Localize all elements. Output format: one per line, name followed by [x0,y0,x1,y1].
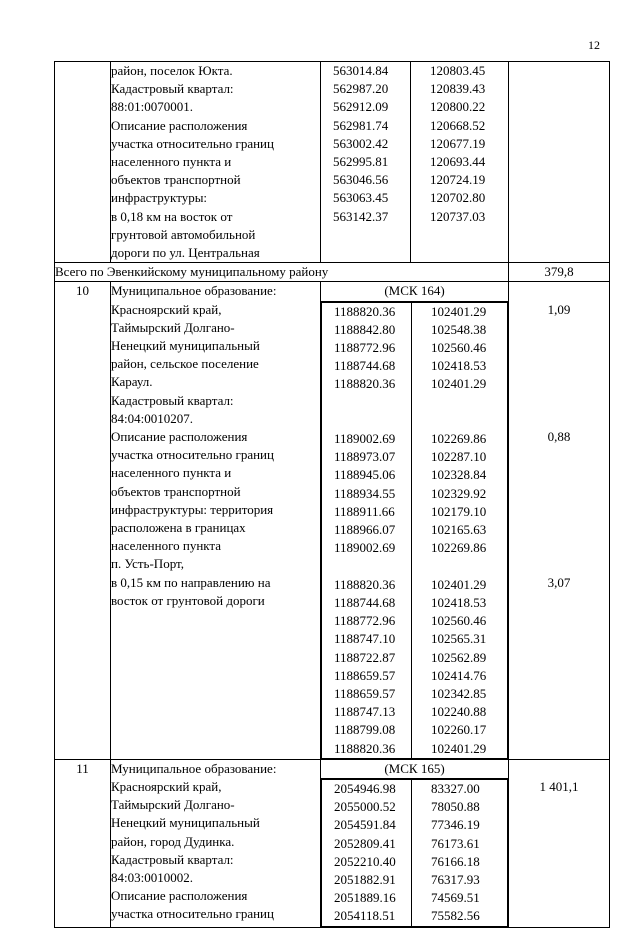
row-number: 10 [55,282,111,759]
area-value: 0,88 [547,429,571,445]
area-value: 1,09 [547,301,571,317]
x-coordinate: 1188820.36 [334,576,396,592]
description-line: участка относительно границ [111,135,274,151]
x-coordinate: 1188799.08 [334,722,396,738]
x-coordinate: 1188747.13 [334,704,396,720]
description-line: район, сельское поселение [111,356,259,372]
y-coordinate: 102165.63 [431,522,487,538]
row-number-cell [55,62,111,263]
x-coordinate: 1188945.06 [334,467,396,483]
area-cell [509,282,610,759]
area-value [509,319,609,337]
y-coordinate: 120839.43 [430,81,486,97]
description-line: Кадастровый квартал: [111,851,234,867]
description-line: Таймырский Долгано- [111,797,235,813]
description-line: Муниципальное образование: [111,283,277,299]
x-coordinate: 2051889.16 [334,890,396,906]
area-value [509,519,609,537]
y-coordinates-list [412,779,508,926]
description-line: инфраструктуры: [111,190,208,206]
x-coordinate: 1189002.69 [334,431,396,447]
y-coordinate: 120737.03 [430,208,486,224]
y-coordinate: 102562.89 [431,649,487,665]
y-coordinate: 102342.85 [431,685,487,701]
description-line: объектов транспортной [111,483,241,499]
y-coordinate: 102401.29 [431,576,487,592]
description-line: район, поселок Юкта. [111,63,233,78]
y-coordinate: 120803.45 [430,63,486,78]
y-coordinate: 76173.61 [431,835,480,851]
area-value [509,446,609,464]
x-coordinate: 1188911.66 [334,503,395,519]
x-coordinate: 2054591.84 [334,817,396,833]
description-line: Красноярский край, [111,778,222,794]
x-coordinates-cell [321,62,411,263]
x-coordinate: 1188772.96 [334,340,396,356]
description-line: расположена в границах [111,520,246,536]
area-value [509,537,609,555]
x-coordinate: 1188820.36 [334,303,396,319]
y-coordinate: 120677.19 [430,135,486,151]
land-plots-table [54,61,610,928]
x-coordinate: 563014.84 [333,63,389,78]
description-line: Кадастровый квартал: [111,392,234,408]
area-value [509,392,609,410]
district-total-label: Всего по Эвенкийскому муниципальному району [55,263,509,282]
coordinate-system-label: (МСК 165) [321,760,508,779]
y-coordinate: 102565.31 [431,631,487,647]
description-cell [111,759,321,927]
x-coordinate: 563142.37 [333,208,389,224]
area-cell [509,759,610,927]
y-coordinate: 75582.56 [431,908,480,924]
x-coordinate: 1188934.55 [334,485,396,501]
x-coordinate [322,557,411,575]
description-line: 84:03:0010002. [111,869,193,885]
y-coordinate: 102328.84 [431,467,487,483]
coordinates-subtable [321,302,508,759]
description-line: п. Усть-Порт, [111,556,184,572]
x-coordinate: 2055000.52 [334,799,396,815]
x-coordinate: 563002.42 [333,135,389,151]
y-coordinate: 102418.53 [431,594,487,610]
table-row-continued [55,62,610,263]
description-line: Караул. [111,374,153,390]
y-coordinate: 102240.88 [431,704,487,720]
x-coordinate: 2051882.91 [334,871,396,887]
x-coordinate: 562995.81 [333,154,389,170]
y-coordinate [412,557,507,575]
x-coordinate: 2052809.41 [334,835,396,851]
y-coordinate [412,394,507,412]
coordinates-subtable [321,779,508,927]
description-line: Описание расположения [111,429,248,445]
y-coordinate: 102401.29 [431,303,487,319]
y-coordinate: 83327.00 [431,780,480,796]
area-value [509,501,609,519]
x-coordinate: 1188820.36 [334,376,396,392]
x-coordinate: 2054118.51 [334,908,396,924]
x-coordinate: 562912.09 [333,99,389,115]
table-row-11 [55,759,610,927]
area-value [509,555,609,573]
y-coordinate: 102329.92 [431,485,487,501]
y-coordinate: 74569.51 [431,890,480,906]
x-coordinate: 1188966.07 [334,522,396,538]
y-coordinate: 102269.86 [431,431,487,447]
y-coordinate: 76166.18 [431,853,480,869]
description-line: 84:04:0010207. [111,410,193,426]
y-coordinate [412,412,507,430]
y-coordinate: 77346.19 [431,817,480,833]
description-line: инфраструктуры: территория [111,501,274,517]
area-value: 1 401,1 [539,778,579,794]
x-coordinate: 562987.20 [333,81,389,97]
x-coordinate: 1188820.36 [334,740,396,756]
description-line: Описание расположения [111,117,248,133]
area-value: 3,07 [547,574,571,590]
coordinates-cell [321,759,509,927]
description-line: Таймырский Долгано- [111,319,235,335]
x-coordinate [322,412,411,430]
x-coordinate: 1188744.68 [334,594,396,610]
y-coordinate: 102418.53 [431,358,487,374]
area-value [509,410,609,428]
y-coordinate: 120668.52 [430,117,486,133]
description-line: населенного пункта и [111,465,232,481]
x-coordinate: 1188747.10 [334,631,396,647]
x-coordinates-list [322,302,412,758]
x-coordinate: 562981.74 [333,117,389,133]
x-coordinate: 1188772.96 [334,613,396,629]
y-coordinate: 102287.10 [431,449,487,465]
y-coordinate: 102401.29 [431,740,487,756]
x-coordinates-list [322,779,412,926]
description-line: Кадастровый квартал: [111,81,234,97]
page-number: 12 [588,38,600,52]
coordinate-system-label: (МСК 164) [321,282,508,301]
area-value [509,373,609,391]
y-coordinate: 120693.44 [430,154,486,170]
x-coordinate: 563046.56 [333,172,389,188]
x-coordinate: 1188973.07 [334,449,396,465]
y-coordinate: 76317.93 [431,871,480,887]
area-value [509,483,609,501]
description-line: Муниципальное образование: [111,760,277,776]
y-coordinates-cell [411,62,509,263]
description-line: Ненецкий муниципальный [111,815,260,831]
description-cell [111,62,321,263]
y-coordinates-list [412,302,508,758]
y-coordinate: 102414.76 [431,667,487,683]
description-line: в 0,15 км по направлению на [111,574,271,590]
description-line: грунтовой автомобильной [111,226,256,242]
row-number: 11 [55,759,111,927]
y-coordinate: 102560.46 [431,613,487,629]
x-coordinate: 1188659.57 [334,667,396,683]
y-coordinate: 102179.10 [431,503,487,519]
y-coordinate: 102260.17 [431,722,487,738]
y-coordinate: 102548.38 [431,321,487,337]
x-coordinate: 2054946.98 [334,780,396,796]
area-value [509,355,609,373]
description-line: Красноярский край, [111,301,222,317]
x-coordinate: 1189002.69 [334,540,396,556]
x-coordinate: 2052210.40 [334,853,396,869]
x-coordinate [322,394,411,412]
y-coordinate: 102560.46 [431,340,487,356]
area-cell [509,62,610,263]
x-coordinate: 1188722.87 [334,649,396,665]
area-value [509,464,609,482]
x-coordinate: 1188842.80 [334,321,396,337]
x-coordinate: 1188744.68 [334,358,396,374]
description-line: Описание расположения [111,888,248,904]
table-row-10 [55,282,610,759]
y-coordinate: 102269.86 [431,540,487,556]
coordinates-cell [321,282,509,759]
district-total-value: 379,8 [509,263,610,282]
y-coordinate: 78050.88 [431,799,480,815]
x-coordinate: 1188659.57 [334,685,396,701]
description-line: участка относительно границ [111,447,274,463]
description-line: восток от грунтовой дороги [111,592,265,608]
description-line: дороги по ул. Центральная [111,245,260,261]
description-line: объектов транспортной [111,172,241,188]
area-value [509,337,609,355]
description-line: населенного пункта [111,538,222,554]
x-coordinate: 563063.45 [333,190,389,206]
description-line: 88:01:0070001. [111,99,193,115]
table-row-total [55,263,610,282]
description-line: населенного пункта и [111,154,232,170]
description-line: участка относительно границ [111,906,274,922]
description-cell [111,282,321,759]
description-line: в 0,18 км на восток от [111,208,233,224]
description-line: Ненецкий муниципальный [111,338,260,354]
description-line: район, город Дудинка. [111,833,235,849]
y-coordinate: 120702.80 [430,190,486,206]
y-coordinate: 120724.19 [430,172,486,188]
y-coordinate: 102401.29 [431,376,487,392]
y-coordinate: 120800.22 [430,99,486,115]
